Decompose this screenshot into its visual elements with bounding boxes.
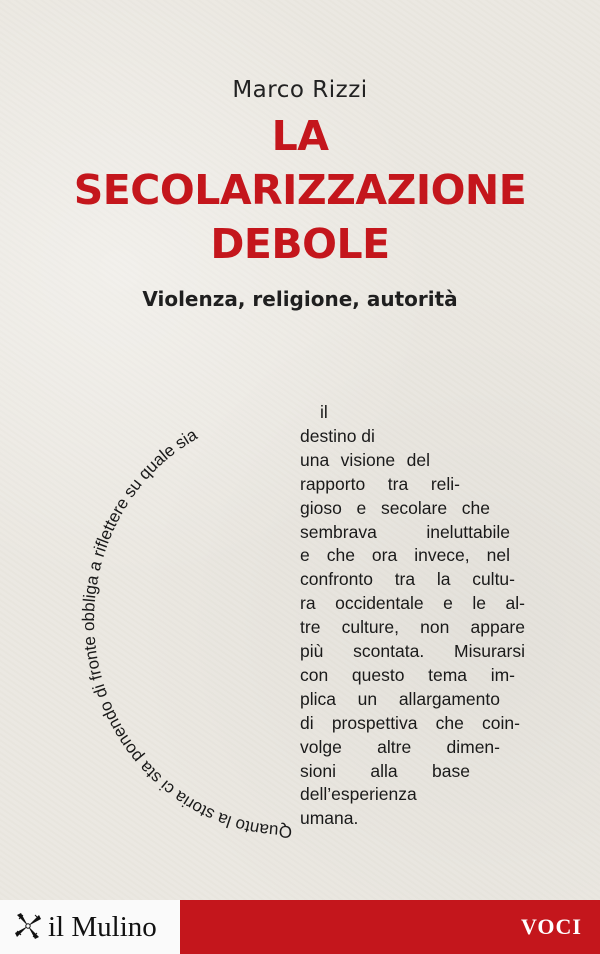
windmill-icon (12, 910, 44, 942)
body-text-line: tre culture, non appare (300, 617, 525, 638)
title-line-3: DEBOLE (210, 220, 390, 268)
subtitle: Violenza, religione, autorità (142, 287, 458, 311)
title-line-1: LA (271, 112, 329, 160)
body-text-line: ra occidentale e le al- (300, 593, 525, 614)
body-text-line: confronto tra la cultu- (300, 569, 515, 590)
body-text-line: dell’esperienza (300, 784, 417, 805)
body-text-line: umana. (300, 808, 359, 829)
body-text-line: volge altre dimen- (300, 736, 500, 757)
series-bar (180, 900, 600, 954)
body-text-line: più scontata. Misurarsi (300, 641, 525, 661)
body-text-line: il (320, 402, 328, 422)
body-text-line: di prospettiva che coin- (300, 712, 520, 733)
title-line-2: SECOLARIZZAZIONE (73, 166, 527, 214)
circular-text-path: Quanto la storia ci sta ponendo di fronte obbliga a riflettere su quale sia (78, 424, 293, 842)
series-name: VOCI (520, 914, 582, 939)
body-text-line: sioni alla base (300, 760, 470, 781)
footer (0, 900, 600, 954)
body-text-line: e che ora invece, nel (300, 545, 510, 566)
body-text-line: rapporto tra reli- (300, 473, 460, 494)
author-name: Marco Rizzi (232, 77, 368, 103)
publisher-logo (0, 900, 180, 954)
body-text-line: plica un allargamento (300, 688, 500, 709)
publisher-name: il Mulino (48, 911, 157, 943)
body-text-line: con questo tema im- (300, 664, 515, 685)
body-text-line: destino di (300, 425, 375, 446)
body-text-line: sembrava ineluttabile (300, 521, 510, 542)
body-text-line: gioso e secolare che (300, 497, 490, 518)
body-text-line: una visione del (300, 449, 430, 470)
